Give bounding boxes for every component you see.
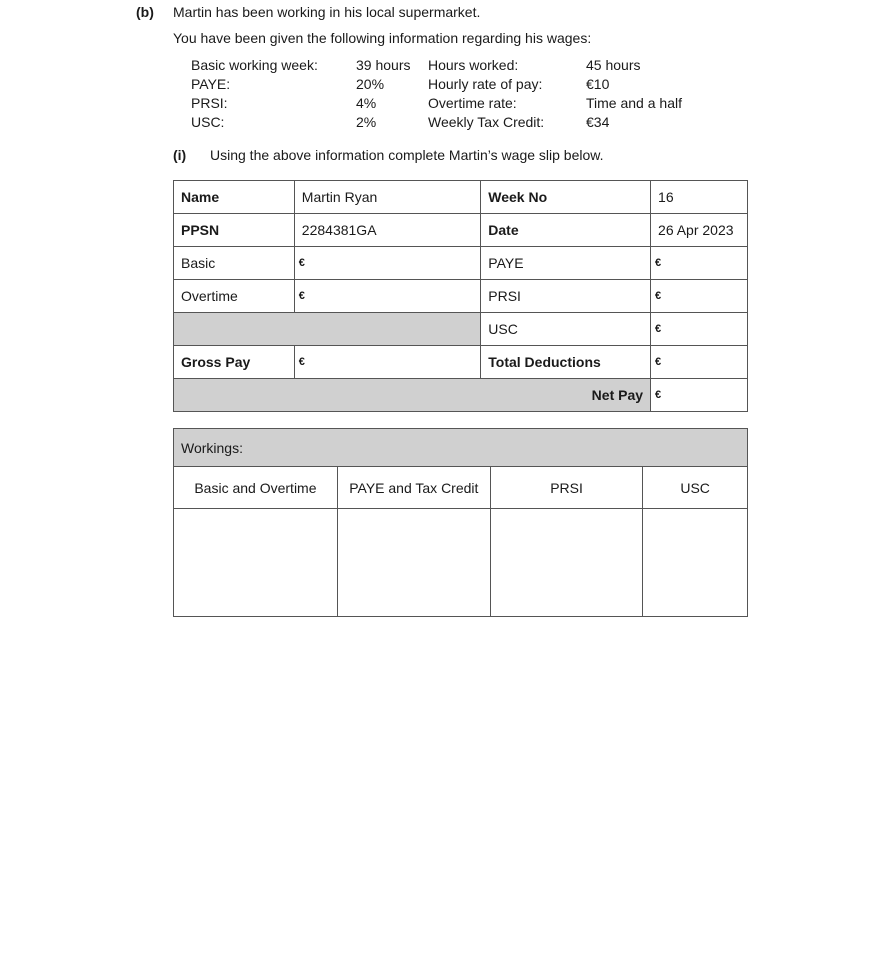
overtime-field[interactable]: € (294, 280, 480, 313)
table-row (174, 429, 748, 467)
week-label: Week No (481, 181, 651, 214)
workings-prsi-area[interactable] (490, 509, 642, 617)
table-row (174, 214, 748, 247)
paye-label: PAYE (481, 247, 651, 280)
info-value: 39 hours (356, 57, 411, 73)
shaded-cell (174, 313, 481, 346)
info-label: PAYE: (191, 76, 231, 92)
workings-column-header: USC (643, 467, 748, 509)
info-value: 2% (356, 114, 377, 130)
usc-label: USC (481, 313, 651, 346)
table-row (174, 379, 748, 412)
prsi-field[interactable]: € (651, 280, 748, 313)
net-pay-field[interactable]: € (651, 379, 748, 412)
workings-column-header: PAYE and Tax Credit (337, 467, 490, 509)
workings-column-header: Basic and Overtime (174, 467, 338, 509)
overtime-label: Overtime (174, 280, 295, 313)
part-label: (b) (136, 4, 154, 20)
table-row (174, 247, 748, 280)
workings-paye-area[interactable] (337, 509, 490, 617)
info-value: 45 hours (586, 57, 641, 73)
date-value: 26 Apr 2023 (651, 214, 748, 247)
info-label: PRSI: (191, 95, 228, 111)
ppsn-value: 2284381GA (294, 214, 480, 247)
table-row (174, 313, 748, 346)
info-label: Hours worked: (428, 57, 519, 73)
basic-field[interactable]: € (294, 247, 480, 280)
ppsn-label: PPSN (174, 214, 295, 247)
total-deductions-field[interactable]: € (651, 346, 748, 379)
name-value: Martin Ryan (294, 181, 480, 214)
info-value: 20% (356, 76, 385, 92)
table-row (174, 346, 748, 379)
info-value: 4% (356, 95, 377, 111)
basic-label: Basic (174, 247, 295, 280)
table-row (174, 509, 748, 617)
week-value: 16 (651, 181, 748, 214)
info-value: Time and a half (586, 95, 682, 111)
table-row (174, 181, 748, 214)
info-label: USC: (191, 114, 225, 130)
prsi-label: PRSI (481, 280, 651, 313)
wage-slip-table (173, 180, 748, 412)
info-label: Overtime rate: (428, 95, 517, 111)
info-intro-text: You have been given the following information regarding his wages: (173, 30, 592, 46)
info-label: Weekly Tax Credit: (428, 114, 545, 130)
usc-field[interactable]: € (651, 313, 748, 346)
sub-label: (i) (173, 147, 187, 163)
gross-pay-label: Gross Pay (174, 346, 295, 379)
info-value: €10 (586, 76, 610, 92)
table-row (174, 280, 748, 313)
total-deductions-label: Total Deductions (481, 346, 651, 379)
info-label: Basic working week: (191, 57, 318, 73)
sub-question-text: Using the above information complete Martin’s wage slip below. (210, 147, 604, 163)
date-label: Date (481, 214, 651, 247)
net-pay-label: Net Pay (174, 379, 651, 412)
table-row (174, 467, 748, 509)
workings-column-header: PRSI (490, 467, 642, 509)
workings-table (173, 428, 748, 617)
workings-usc-area[interactable] (643, 509, 748, 617)
info-value: €34 (586, 114, 610, 130)
workings-basic-overtime-area[interactable] (174, 509, 338, 617)
name-label: Name (174, 181, 295, 214)
workings-title: Workings: (174, 429, 748, 467)
info-label: Hourly rate of pay: (428, 76, 543, 92)
intro-text: Martin has been working in his local supermarket. (173, 4, 481, 20)
gross-pay-field[interactable]: € (294, 346, 480, 379)
paye-field[interactable]: € (651, 247, 748, 280)
